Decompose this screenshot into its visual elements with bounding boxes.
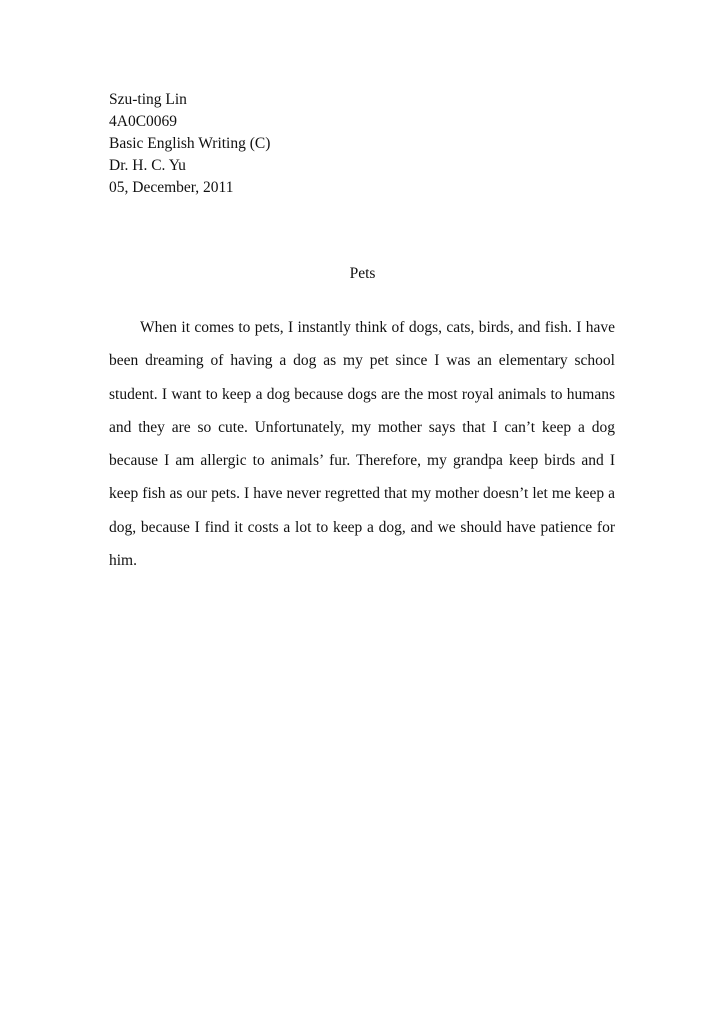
essay-title-row xyxy=(0,263,725,285)
essay-paragraph: When it comes to pets, I instantly think of dogs, cats, birds, and fish. I have been dreaming of having a dog as my pet since I was an elementary school student. I want to keep a dog because dogs are the most royal animals to humans and they are so cute. Unfortunately, my mother says that I can’t keep a dog because I am allergic to animals’ fur. Therefore, my grandpa keep birds and I keep fish as our pets. I have never regretted that my mother doesn’t let me keep a dog, because I find it costs a lot to keep a dog, and we should have patience for him. xyxy=(109,319,615,570)
author-name: Szu-ting Lin xyxy=(109,91,187,108)
header-block xyxy=(109,89,509,199)
student-id: 4A0C0069 xyxy=(109,113,178,130)
course-name: Basic English Writing (C) xyxy=(109,135,271,152)
instructor-name: Dr. H. C. Yu xyxy=(109,157,186,174)
document-date: 05, December, 2011 xyxy=(109,179,234,196)
essay-title: Pets xyxy=(349,265,376,282)
